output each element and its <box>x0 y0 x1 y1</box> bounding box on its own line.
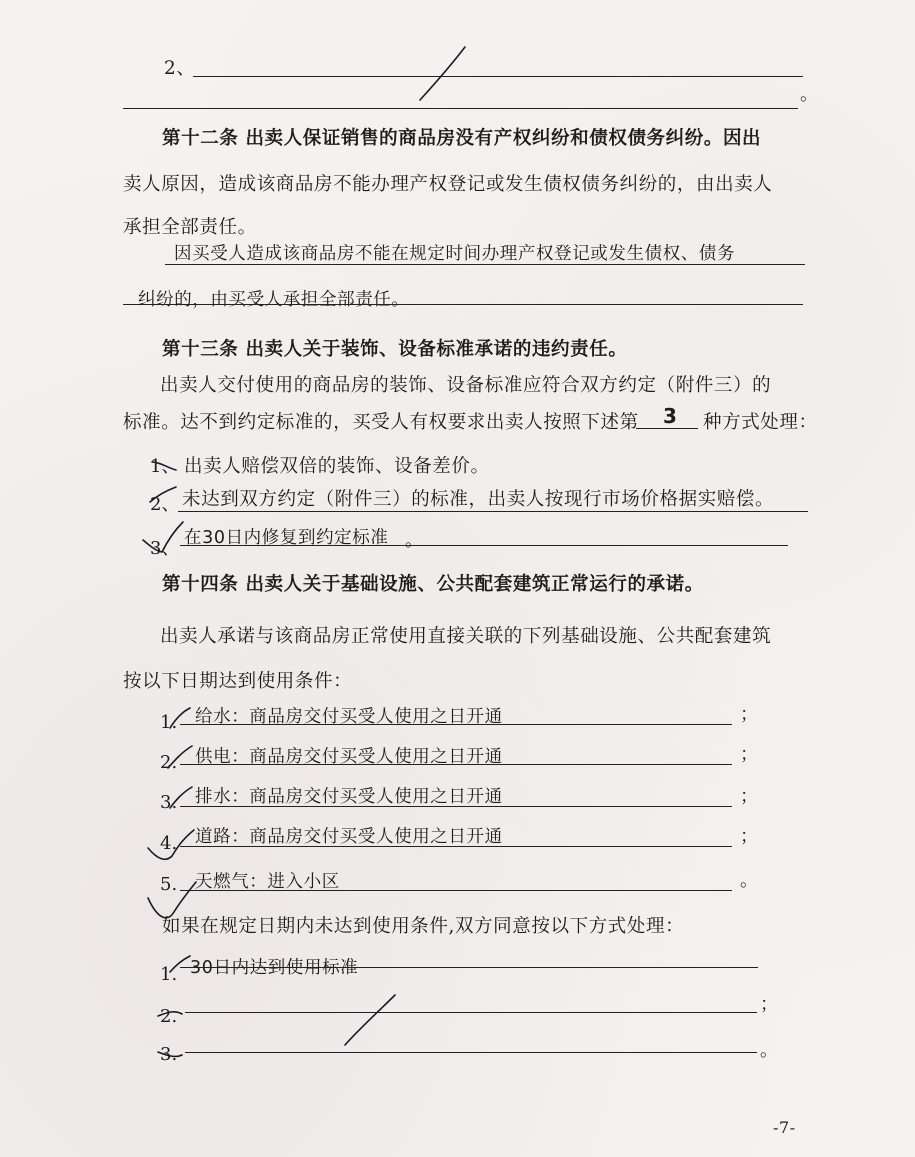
a14-item-4-underline <box>180 846 732 847</box>
a13-option-3-num: 3、 <box>150 538 180 559</box>
a14-item-2-num: 2. <box>160 752 178 773</box>
a14-item-4-text: 道路：商品房交付买受人使用之日开通 <box>195 827 503 847</box>
article-14-heading: 第十四条 出卖人关于基础设施、公共配套建筑正常运行的承诺。 <box>162 574 704 595</box>
a14-item-5-underline <box>180 890 732 891</box>
a13-option-2-num: 2、 <box>150 494 180 515</box>
article-12-line-1: 第十二条 出卖人保证销售的商品房没有产权纠纷和债权债务纠纷。因出 <box>162 128 762 149</box>
a14-remedy-intro: 如果在规定日期内未达到使用条件,双方同意按以下方式处理： <box>162 916 685 937</box>
a14-item-1-underline <box>180 724 732 725</box>
article-14-line-1: 出卖人承诺与该商品房正常使用直接关联的下列基础设施、公共配套建筑 <box>160 626 772 647</box>
a14-remedy-3-end: 。 <box>760 1040 778 1061</box>
item-2-end: 。 <box>800 84 818 105</box>
a14-item-4-end: ； <box>740 826 758 847</box>
article-12-fill-2: 纠纷的，由买受人承担全部责任。 <box>138 290 410 310</box>
a14-item-3-end: ； <box>740 786 758 807</box>
article-13-line-2-post: 种方式处理： <box>703 412 818 433</box>
a14-remedy-2-end: ； <box>760 994 778 1015</box>
a14-item-3-underline <box>180 806 732 807</box>
a13-option-3-text: 在30日内修复到约定标准 <box>184 528 389 548</box>
a14-item-2-underline <box>180 764 732 765</box>
strike-remedy-2 <box>345 995 395 1045</box>
a14-item-1-text: 给水：商品房交付买受人使用之日开通 <box>195 707 503 727</box>
a14-item-1-end: ； <box>740 704 758 725</box>
a14-item-1-num: 1. <box>160 712 178 733</box>
a14-remedy-3-underline <box>185 1052 757 1053</box>
a13-option-3-underline <box>180 545 788 546</box>
a14-item-5-end: 。 <box>740 870 758 891</box>
a14-item-3-num: 3. <box>160 792 178 813</box>
a14-remedy-3-num: 3. <box>160 1044 178 1065</box>
article-12-fill-1: 因买受人造成该商品房不能在规定时间办理产权登记或发生债权、债务 <box>174 244 736 264</box>
a14-remedy-1-underline <box>180 967 758 968</box>
a14-item-5-text: 天燃气：进入小区 <box>195 872 340 892</box>
article-12-line-2: 卖人原因，造成该商品房不能办理产权登记或发生债权债务纠纷的，由出卖人 <box>123 174 773 195</box>
a13-option-3-end: 。 <box>405 530 423 551</box>
a14-remedy-1-num: 1. <box>160 964 178 985</box>
article-13-heading: 第十三条 出卖人关于装饰、设备标准承诺的违约责任。 <box>162 339 628 360</box>
a14-remedy-2-underline <box>185 1012 757 1013</box>
article-13-line-1: 出卖人交付使用的商品房的装饰、设备标准应符合双方约定（附件三）的 <box>160 375 772 396</box>
a13-option-1-text: 出卖人赔偿双倍的装饰、设备差价。 <box>184 456 490 477</box>
strike-item-2 <box>420 47 465 100</box>
article-13-choice: 3 <box>663 404 678 428</box>
a14-item-2-text: 供电：商品房交付买受人使用之日开通 <box>195 747 503 767</box>
article-13-choice-underline <box>636 428 698 429</box>
a14-item-4-num: 4. <box>160 833 178 854</box>
item-2-underline-2 <box>123 108 798 109</box>
a13-option-2-underline <box>178 511 808 512</box>
a14-item-5-num: 5. <box>160 874 178 895</box>
a14-item-3-text: 排水：商品房交付买受人使用之日开通 <box>195 787 503 807</box>
article-13-line-2-pre: 标准。达不到约定标准的，买受人有权要求出卖人按照下述第 <box>123 412 639 433</box>
item-2-underline <box>193 76 803 77</box>
article-12-fill-1-underline <box>165 264 805 265</box>
a14-remedy-2-num: 2. <box>160 1006 178 1027</box>
a13-option-2-text: 未达到双方约定（附件三）的标准，出卖人按现行市场价格据实赔偿。 <box>182 489 775 510</box>
a13-option-1-num: 1、 <box>150 456 180 477</box>
article-12-fill-2-underline <box>123 304 803 305</box>
a14-item-2-end: ； <box>740 744 758 765</box>
page-number: -7- <box>773 1118 796 1137</box>
item-2-label: 2、 <box>164 58 196 79</box>
a14-remedy-1-text: 30日内达到使用标准 <box>190 958 359 978</box>
article-14-line-2: 按以下日期达到使用条件： <box>123 671 353 692</box>
article-12-line-3: 承担全部责任。 <box>123 217 257 238</box>
